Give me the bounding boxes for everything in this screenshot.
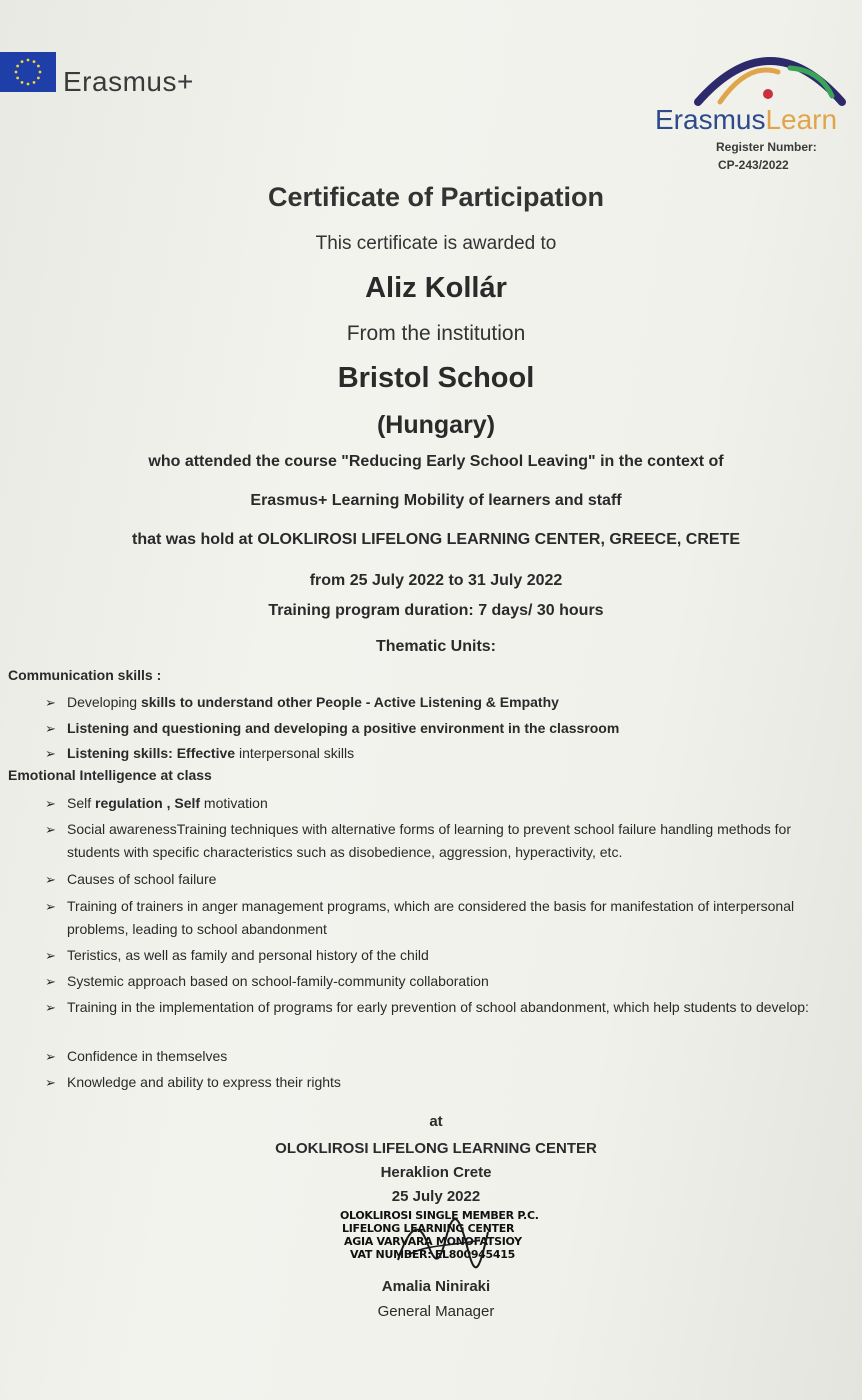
institution-name: Bristol School: [337, 362, 535, 394]
arrow-bullet-icon: ➢: [45, 695, 56, 710]
manager-name: Amalia Niniraki: [381, 1278, 491, 1295]
arrow-bullet-icon: ➢: [45, 1000, 56, 1015]
thematic-units-heading: Thematic Units:: [375, 638, 496, 655]
erasmus-plus-logo-text: Erasmus+: [63, 66, 194, 97]
program-line: Erasmus+ Learning Mobility of learners and staff: [250, 492, 622, 509]
arrow-bullet-icon: ➢: [45, 796, 56, 811]
emotional-intelligence-heading: Emotional Intelligence at class: [8, 767, 212, 783]
awarded-line: This certificate is awarded to: [315, 233, 557, 254]
certificate-title: Certificate of Participation: [267, 182, 605, 212]
arrow-bullet-icon: ➢: [45, 948, 56, 963]
company-stamp: OLOKLIROSI SINGLE MEMBER P.C. LIFELONG LEARNING CENTER AGIA VARVARA MONOFATSIOY VAT NUMBER: EL800945415: [340, 1209, 539, 1261]
handwritten-signature: [388, 1210, 498, 1281]
dates-line: from 25 July 2022 to 31 July 2022: [309, 572, 563, 589]
from-institution-line: From the institution: [346, 322, 526, 345]
eu-flag-icon: [0, 52, 56, 92]
duration-line: Training program duration: 7 days/ 30 hours: [268, 602, 604, 619]
list-item: ➢ Self regulation , Self motivation: [45, 792, 845, 815]
arrow-bullet-icon: ➢: [45, 974, 56, 989]
arrow-bullet-icon: ➢: [45, 822, 56, 837]
list-item: ➢ Systemic approach based on school-family-community collaboration: [45, 970, 845, 993]
list-item: ➢ Knowledge and ability to express their rights: [45, 1071, 845, 1094]
arrow-bullet-icon: ➢: [45, 899, 56, 914]
venue-line: that was hold at OLOKLIROSI LIFELONG LEARNING CENTER, GREECE, CRETE: [131, 531, 741, 548]
arrow-bullet-icon: ➢: [45, 1049, 56, 1064]
list-item: ➢ Social awarenessTraining techniques with alternative forms of learning to prevent school failure handling methods for students with specific characteristics such as disobedience, aggression, hyperactivity, etc.: [45, 818, 845, 864]
city: Heraklion Crete: [380, 1164, 492, 1181]
register-label: Register Number:: [716, 140, 817, 154]
arrow-bullet-icon: ➢: [45, 872, 56, 887]
signature-date: 25 July 2022: [391, 1188, 481, 1205]
list-item: ➢ Causes of school failure: [45, 868, 845, 891]
list-item: ➢ Teristics, as well as family and personal history of the child: [45, 944, 845, 967]
arrow-bullet-icon: ➢: [45, 721, 56, 736]
erasmus-learn-logo-text: ErasmusLearn: [655, 104, 838, 135]
manager-title: General Manager: [377, 1303, 495, 1320]
learning-center-name: OLOKLIROSI LIFELONG LEARNING CENTER: [275, 1140, 597, 1157]
country: (Hungary): [376, 411, 496, 439]
at-label: at: [429, 1113, 443, 1130]
list-item: ➢ Confidence in themselves: [45, 1045, 845, 1068]
arrow-bullet-icon: ➢: [45, 1075, 56, 1090]
list-item: ➢ Listening skills: Effective interpersonal skills: [45, 742, 845, 765]
list-item: ➢ Training of trainers in anger management programs, which are considered the basis for manifestation of interpersonal problems, leading to school abandonment: [45, 895, 845, 941]
communication-skills-heading: Communication skills :: [8, 667, 162, 683]
list-item: ➢ Training in the implementation of programs for early prevention of school abandonment, which help students to develop:: [45, 996, 845, 1019]
register-number: CP-243/2022: [718, 158, 789, 172]
arrow-bullet-icon: ➢: [45, 746, 56, 761]
list-item: ➢ Developing skills to understand other People - Active Listening & Empathy: [45, 691, 845, 714]
recipient-name: Aliz Kollár: [365, 272, 507, 304]
list-item: ➢ Listening and questioning and developing a positive environment in the classroom: [45, 717, 845, 740]
course-line: who attended the course "Reducing Early School Leaving" in the context of: [148, 453, 724, 470]
